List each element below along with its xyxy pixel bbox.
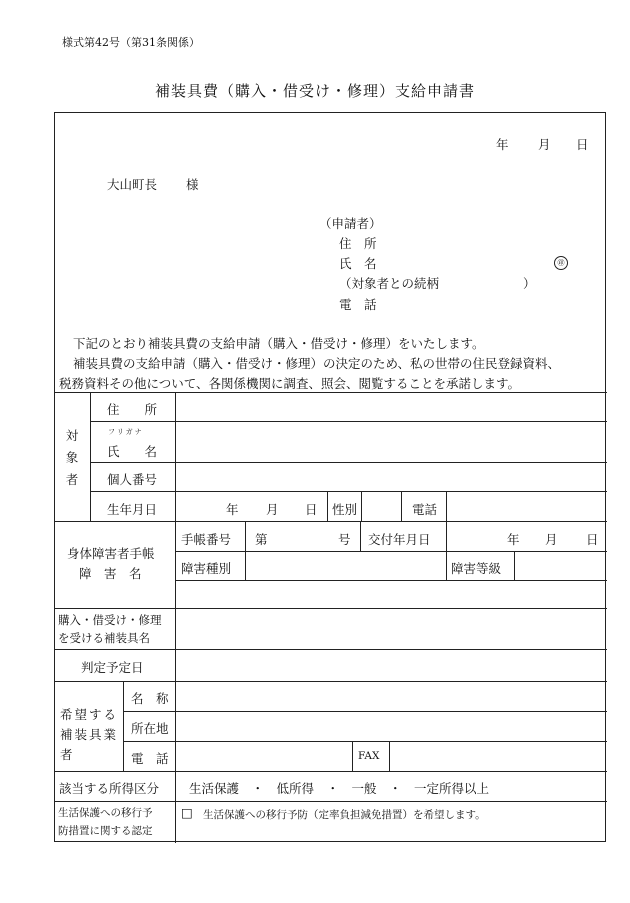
applicant-label: （申請者） xyxy=(319,216,382,231)
subject-name-label: 氏 名 xyxy=(107,444,158,459)
subject-furigana-label: フリガナ xyxy=(108,428,144,436)
subject-personal-number-label: 個人番号 xyxy=(107,472,158,487)
handbook-number-prefix: 第 xyxy=(255,532,268,547)
subject-phone-label: 電話 xyxy=(412,502,438,517)
form-number: 様式第42号（第31条関係） xyxy=(62,36,200,49)
judgment-date-label: 判定予定日 xyxy=(81,660,144,675)
transition-label-2: 防措置に関する認定 xyxy=(58,825,153,837)
transition-checkbox[interactable]: □ xyxy=(181,805,193,820)
disability-grade-label: 障害等級 xyxy=(451,561,502,576)
recipient-honorific: 様 xyxy=(186,177,199,192)
transition-text: 生活保護への移行予防（定率負担減免措置）を希望します。 xyxy=(203,809,486,821)
vendor-group-line-2: 補装具業 xyxy=(60,727,119,742)
date-month-label: 月 xyxy=(538,137,551,152)
vendor-group-line-3: 者 xyxy=(60,747,73,762)
birth-year-label: 年 xyxy=(226,502,239,517)
vendor-phone-label: 電 話 xyxy=(131,751,169,766)
disability-type-label: 障害種別 xyxy=(181,561,232,576)
handbook-number-label: 手帳番号 xyxy=(181,532,232,547)
statement-line-2: 補装具費の支給申請（購入・借受け・修理）の決定のため、私の世帯の住民登録資料、 xyxy=(73,356,561,371)
applicant-name-label: 氏 名 xyxy=(339,256,377,271)
handbook-label: 身体障害者手帳 xyxy=(67,546,155,561)
date-day-label: 日 xyxy=(576,137,589,152)
statement-line-1: 下記のとおり補装具費の支給申請（購入・借受け・修理）をいたします。 xyxy=(73,336,485,351)
subject-group-label: 対 象 者 xyxy=(65,428,79,487)
income-options: 生活保護 ・ 低所得 ・ 一般 ・ 一定所得以上 xyxy=(189,781,490,796)
form-title: 補装具費（購入・借受け・修理）支給申請書 xyxy=(154,82,475,100)
disability-name-label: 障 害 名 xyxy=(79,566,142,581)
seal-mark: ㊞ xyxy=(554,256,568,270)
issue-day-label: 日 xyxy=(586,532,599,547)
vendor-name-label: 名 称 xyxy=(131,691,169,706)
vendor-location-label: 所在地 xyxy=(131,721,169,736)
income-category-label: 該当する所得区分 xyxy=(59,781,160,796)
handbook-number-suffix: 号 xyxy=(338,532,351,547)
subject-birthdate-label: 生年月日 xyxy=(107,502,158,517)
birth-month-label: 月 xyxy=(266,502,279,517)
applicant-address-label: 住 所 xyxy=(339,236,377,251)
issue-date-label: 交付年月日 xyxy=(368,532,431,547)
issue-month-label: 月 xyxy=(545,532,558,547)
device-label-1: 購入・借受け・修理 xyxy=(58,613,162,627)
device-label-2: を受ける補装具名 xyxy=(58,631,150,645)
vendor-group-line-1: 希望する xyxy=(60,707,119,722)
subject-address-label: 住 所 xyxy=(107,402,158,417)
date-year-label: 年 xyxy=(496,137,509,152)
applicant-phone-label: 電 話 xyxy=(339,297,377,312)
statement-line-3: 税務資料その他について、各関係機関に調査、照会、閲覧することを承諾します。 xyxy=(59,376,521,391)
relation-close: ） xyxy=(523,276,536,291)
vendor-fax-label: FAX xyxy=(358,750,380,762)
form-frame xyxy=(54,112,606,842)
recipient-name: 大山町長 xyxy=(107,177,158,192)
transition-label-1: 生活保護への移行予 xyxy=(58,807,153,819)
birth-day-label: 日 xyxy=(305,502,318,517)
issue-year-label: 年 xyxy=(507,532,520,547)
relation-label: （対象者との続柄 xyxy=(339,276,440,291)
gender-label: 性別 xyxy=(332,502,358,517)
